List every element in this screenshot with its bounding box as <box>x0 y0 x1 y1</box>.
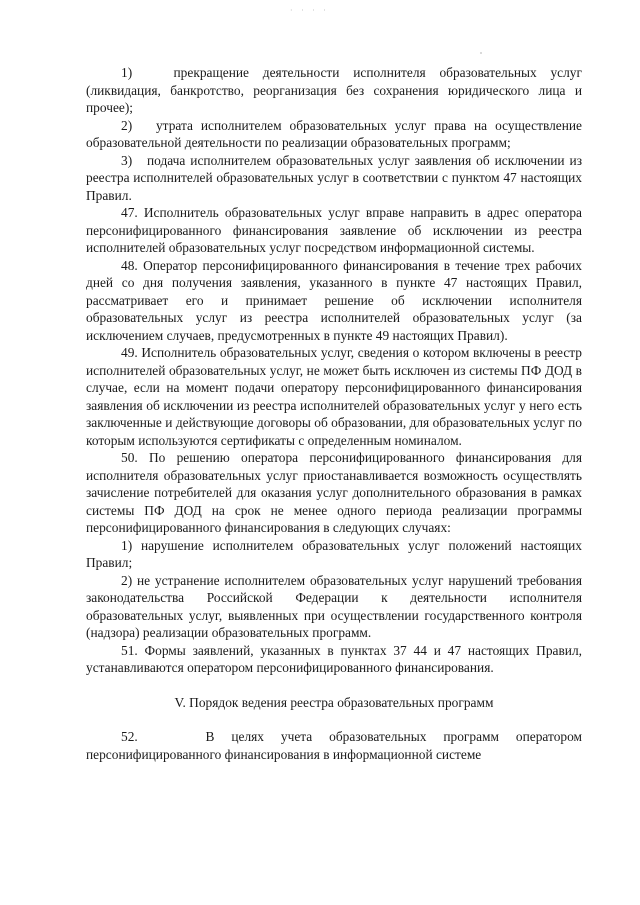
paragraph-49: 49. Исполнитель образовательных услуг, сведения о котором включены в реестр исполнителей образовательных услуг, не может быть исключен из системы ПФ ДОД в случае, если на момент подачи оператору персонифицированного финансирования заявления об исключении из реестра исполнителей образовательных услуг у него есть заключенные и действующие договоры об образовании, для образовательных услуг по которым используются сертификаты с определенным номиналом. <box>86 345 582 448</box>
paragraph-48: 48. Оператор персонифицированного финансирования в течение трех рабочих дней со дня получения заявления, указанного в пункте 47 настоящих Правил, рассматривает его и принимает решение об исключении исполнителя образовательных услуг из реестра исполнителей образовательных услуг (за исключением случаев, предусмотренных в пункте 49 настоящих Правил). <box>86 257 582 343</box>
paragraph-50-item-1: 1) нарушение исполнителем образовательных услуг положений настоящих Правил; <box>86 537 582 570</box>
scan-speck <box>480 52 482 54</box>
paragraph-50-item-2: 2) не устранение исполнителем образовательных услуг нарушений требования законодательства Российской Федерации к деятельности исполнителя образовательных услуг, выявленных при осуществлении государственного контроля (надзора) реализации образовательных программ. <box>86 572 582 640</box>
paragraph-52: 52. В целях учета образовательных программ оператором персонифицированного финансирования в информационной системе <box>86 729 582 762</box>
paragraph-47: 47. Исполнитель образовательных услуг вправе направить в адрес оператора персонифицированного финансирования заявление об исключении из реестра исполнителей образовательных услуг посредством информационной системы. <box>86 205 582 255</box>
paragraph-51: 51. Формы заявлений, указанных в пунктах 37 44 и 47 настоящих Правил, устанавливаются оператором персонифицированного финансирования. <box>86 642 582 675</box>
paragraph-50: 50. По решению оператора персонифицированного финансирования для исполнителя образовательных услуг приостанавливается возможность осуществлять зачисление потребителей для оказания услуг дополнительного образования в рамках системы ПФ ДОД на срок не менее одного периода реализации программы персонифицированного финансирования в следующих случаях: <box>86 450 582 535</box>
paragraph-item-3: 3) подача исполнителем образовательных услуг заявления об исключении из реестра исполнителей образовательных услуг в соответствии с пунктом 47 настоящих Правил. <box>86 152 582 203</box>
paragraph-item-1: 1) прекращение деятельности исполнителя образовательных услуг (ликвидация, банкротство, реорганизация без сохранения юридического лица и прочее); <box>86 65 582 115</box>
document-page <box>86 64 582 763</box>
paragraph-item-2: 2) утрата исполнителем образовательных услуг права на осуществление образовательной деятельности по реализации образовательных программ; <box>86 117 582 150</box>
scan-artifact: · · · · <box>290 6 329 15</box>
section-heading: V. Порядок ведения реестра образовательных программ <box>174 694 494 710</box>
